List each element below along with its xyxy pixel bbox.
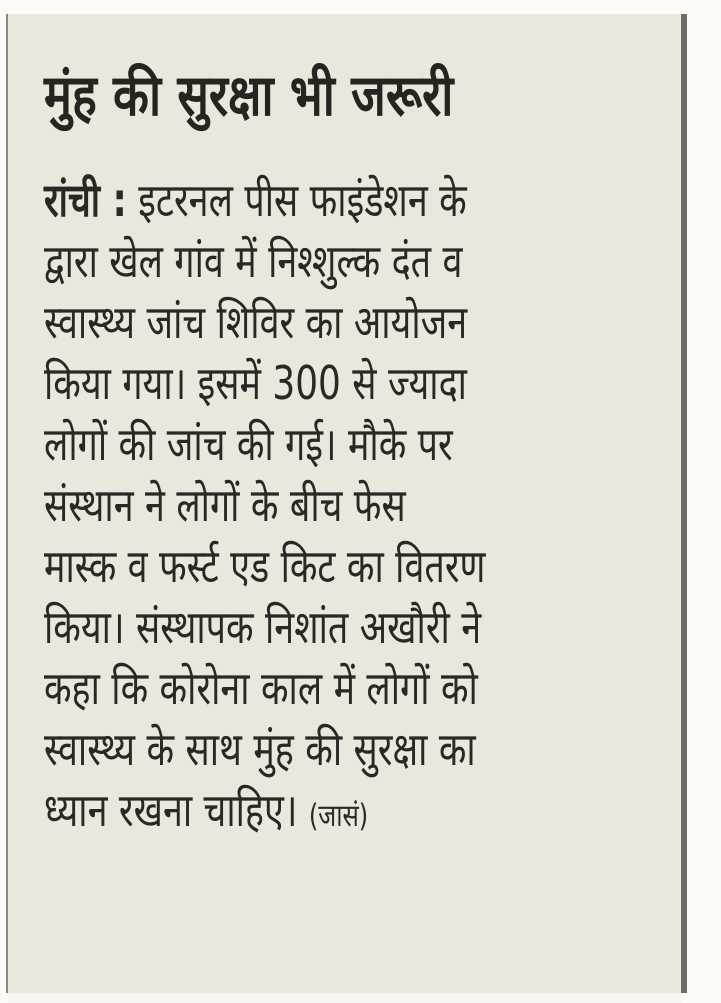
article-line-8: किया। संस्थापक निशांत अखौरी ने bbox=[44, 600, 482, 654]
article-line-10: स्वास्थ्य के साथ मुंह की सुरक्षा का bbox=[44, 722, 476, 776]
dateline: रांची : bbox=[44, 173, 127, 227]
credit: (जासं) bbox=[308, 798, 369, 834]
article-line-7: मास्क व फर्स्ट एड किट का वितरण bbox=[44, 539, 486, 593]
article-line-5: लोगों की जांच की गई। मौके पर bbox=[44, 417, 453, 471]
article-line-6: संस्थान ने लोगों के बीच फेस bbox=[44, 478, 406, 532]
line-text: इटरनल पीस फाइंडेशन के bbox=[126, 173, 467, 227]
article-line-9: कहा कि कोरोना काल में लोगों को bbox=[44, 661, 478, 715]
headline: मुंह की सुरक्षा भी जरूरी bbox=[44, 63, 454, 129]
article-line-4: किया गया। इसमें 300 से ज्यादा bbox=[44, 356, 467, 410]
line-text: ध्यान रखना चाहिए। bbox=[44, 783, 309, 837]
article-line-2: द्वारा खेल गांव में निश्शुल्क दंत व bbox=[44, 234, 463, 288]
article-line-11 bbox=[44, 780, 543, 841]
article-line-1 bbox=[44, 170, 543, 231]
article-body bbox=[44, 170, 684, 841]
news-clipping bbox=[6, 14, 687, 993]
article-line-3: स्वास्थ्य जांच शिविर का आयोजन bbox=[44, 295, 468, 349]
